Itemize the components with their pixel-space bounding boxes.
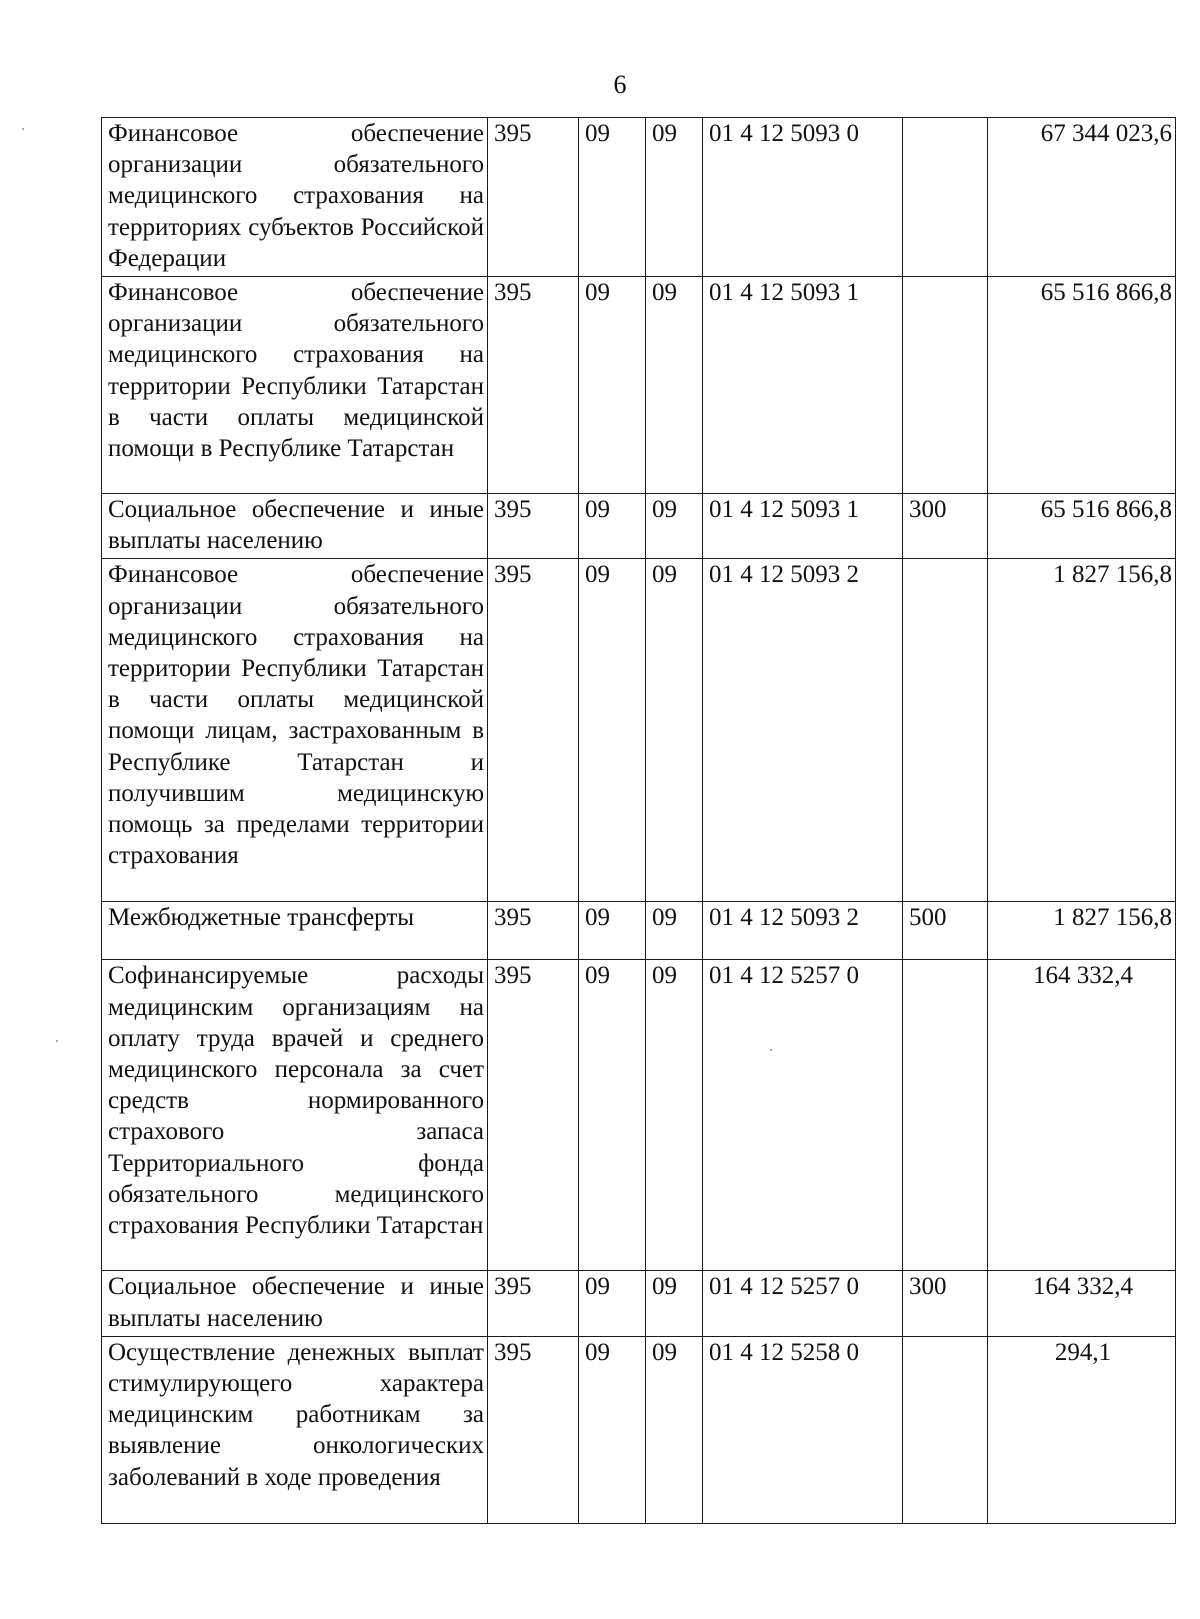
row-sum: 65 516 866,8 bbox=[988, 494, 1176, 559]
row-vr: 500 bbox=[903, 902, 988, 960]
row-ved: 395 bbox=[488, 277, 579, 494]
row-rz: 09 bbox=[579, 494, 646, 559]
row-pr: 09 bbox=[646, 1336, 703, 1523]
row-rz: 09 bbox=[579, 1271, 646, 1336]
row-name: Финансовое обеспечение организации обязательного медицинского страхования на территориях субъектов Российской Федерации bbox=[102, 118, 488, 277]
page-number: 6 bbox=[613, 70, 627, 99]
row-sum: 164 332,4 bbox=[988, 1271, 1176, 1336]
row-rz: 09 bbox=[579, 118, 646, 277]
row-csr: 01 4 12 5257 0 bbox=[703, 960, 903, 1271]
row-pr: 09 bbox=[646, 118, 703, 277]
row-rz: 09 bbox=[579, 559, 646, 902]
row-csr: 01 4 12 5093 2 bbox=[703, 902, 903, 960]
row-csr: 01 4 12 5257 0 bbox=[703, 1271, 903, 1336]
row-sum: 1 827 156,8 bbox=[988, 559, 1176, 902]
row-name: Финансовое обеспечение организации обязательного медицинского страхования на территории Республики Татарстан в части оплаты медицинской помощи лицам, застрахованным в Республике Татарстан и получившим медицинскую помощь за пределами территории страхования bbox=[102, 559, 488, 902]
row-ved: 395 bbox=[488, 118, 579, 277]
table-row bbox=[102, 1271, 1176, 1336]
table-row bbox=[102, 494, 1176, 559]
row-rz: 09 bbox=[579, 1336, 646, 1523]
table-row bbox=[102, 559, 1176, 902]
row-pr: 09 bbox=[646, 277, 703, 494]
row-pr: 09 bbox=[646, 1271, 703, 1336]
row-rz: 09 bbox=[579, 277, 646, 494]
row-pr: 09 bbox=[646, 559, 703, 902]
row-pr: 09 bbox=[646, 960, 703, 1271]
row-vr bbox=[903, 559, 988, 902]
row-sum: 164 332,4 bbox=[988, 960, 1176, 1271]
row-pr: 09 bbox=[646, 902, 703, 960]
table-row bbox=[102, 1336, 1176, 1523]
table-row bbox=[102, 118, 1176, 277]
row-pr: 09 bbox=[646, 494, 703, 559]
row-name: Софинансируемые расходы медицинским организациям на оплату труда врачей и среднего медицинского персонала за счет средств нормированного страхового запаса Территориального фонда обязательного медицинского страхования Республики Татарстан bbox=[102, 960, 488, 1271]
row-name: Осуществление денежных выплат стимулирующего характера медицинским работникам за выявление онкологических заболеваний в ходе проведения bbox=[102, 1336, 488, 1523]
budget-table bbox=[101, 117, 1176, 1524]
row-vr bbox=[903, 960, 988, 1271]
row-csr: 01 4 12 5093 2 bbox=[703, 559, 903, 902]
row-vr bbox=[903, 118, 988, 277]
row-ved: 395 bbox=[488, 1336, 579, 1523]
row-name: Межбюджетные трансферты bbox=[102, 902, 488, 960]
row-name: Социальное обеспечение и иные выплаты населению bbox=[102, 1271, 488, 1336]
row-csr: 01 4 12 5093 1 bbox=[703, 277, 903, 494]
row-sum: 65 516 866,8 bbox=[988, 277, 1176, 494]
row-vr bbox=[903, 1336, 988, 1523]
row-rz: 09 bbox=[579, 960, 646, 1271]
scan-speck bbox=[22, 128, 24, 130]
row-vr bbox=[903, 277, 988, 494]
row-sum: 294,1 bbox=[988, 1336, 1176, 1523]
row-ved: 395 bbox=[488, 559, 579, 902]
scan-speck bbox=[770, 1049, 772, 1051]
row-ved: 395 bbox=[488, 1271, 579, 1336]
table-row bbox=[102, 960, 1176, 1271]
row-sum: 67 344 023,6 bbox=[988, 118, 1176, 277]
row-vr: 300 bbox=[903, 1271, 988, 1336]
scan-speck bbox=[56, 1040, 58, 1042]
row-ved: 395 bbox=[488, 494, 579, 559]
row-csr: 01 4 12 5093 0 bbox=[703, 118, 903, 277]
table-row bbox=[102, 277, 1176, 494]
row-ved: 395 bbox=[488, 960, 579, 1271]
row-name: Финансовое обеспечение организации обязательного медицинского страхования на территории Республики Татарстан в части оплаты медицинской помощи в Республике Татарстан bbox=[102, 277, 488, 494]
row-rz: 09 bbox=[579, 902, 646, 960]
row-ved: 395 bbox=[488, 902, 579, 960]
table-row bbox=[102, 902, 1176, 960]
row-name: Социальное обеспечение и иные выплаты населению bbox=[102, 494, 488, 559]
row-csr: 01 4 12 5258 0 bbox=[703, 1336, 903, 1523]
row-vr: 300 bbox=[903, 494, 988, 559]
row-csr: 01 4 12 5093 1 bbox=[703, 494, 903, 559]
row-sum: 1 827 156,8 bbox=[988, 902, 1176, 960]
